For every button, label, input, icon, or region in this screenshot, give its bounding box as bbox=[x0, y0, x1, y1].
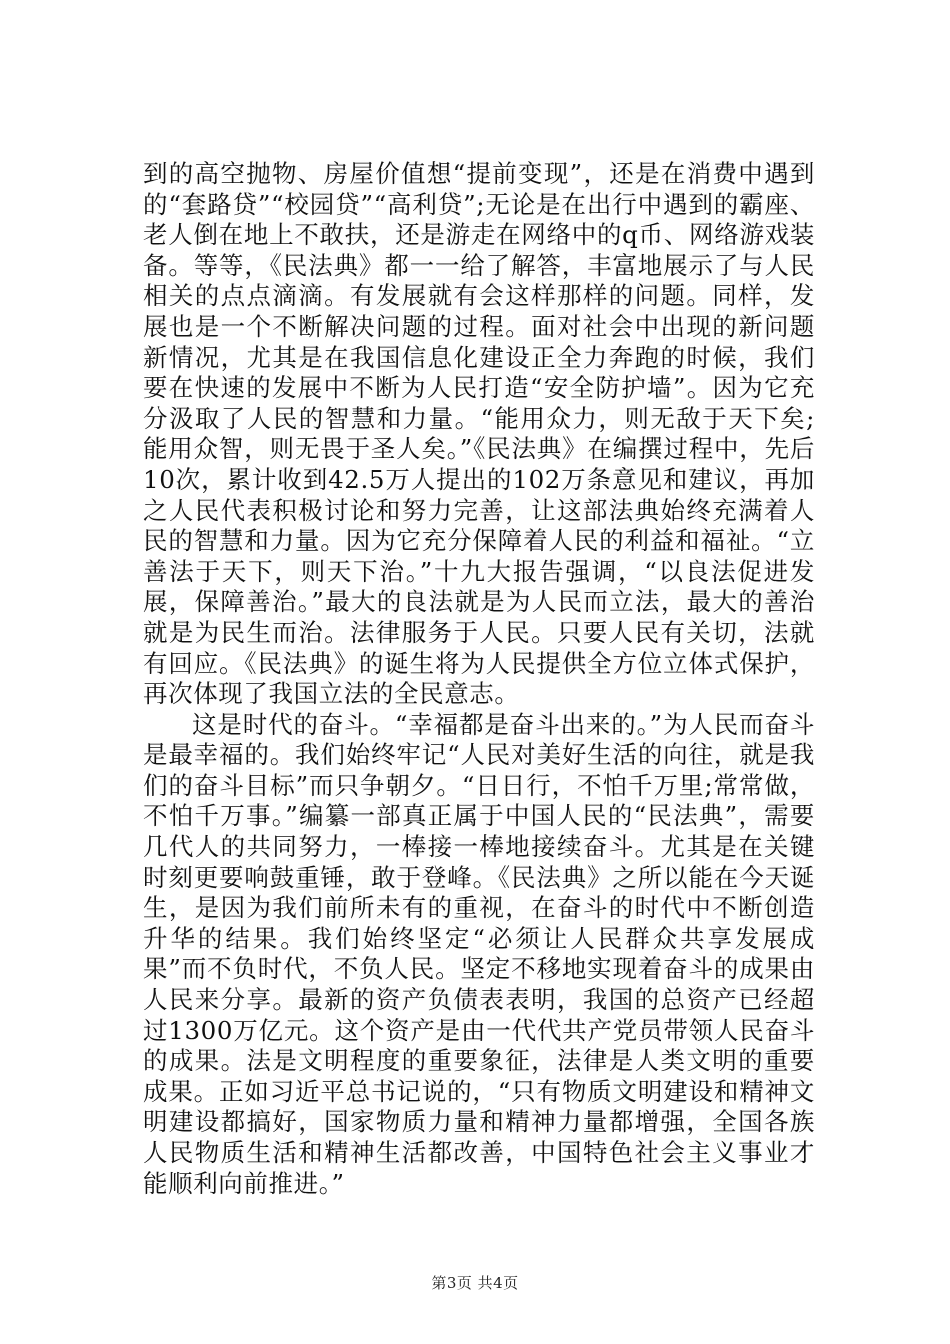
paragraph-2: 这是时代的奋斗。“幸福都是奋斗出来的。”为人民而奋斗是最幸福的。我们始终牢记“人民对美好生活的向往，就是我们的奋斗目标”而只争朝夕。“日日行，不怕千万里;常常做，不怕千万事。”编纂一部真正属于中国人民的“民法典”，需要几代人的共同努力，一棒接一棒地接续奋斗。尤其是在关键时刻更要响鼓重锤，敢于登峰。《民法典》之所以能在今天诞生，是因为我们前所未有的重视，在奋斗的时代中不断创造升华的结果。我们始终坚定“必须让人民群众共享发展成果”而不负时代，不负人民。坚定不移地实现着奋斗的成果由人民来分享。最新的资产负债表表明，我国的总资产已经超过1300万亿元。这个资产是由一代代共产党员带领人民奋斗的成果。法是文明程度的重要象征，法律是人类文明的重要成果。正如习近平总书记说的，“只有物质文明建设和精神文明建设都搞好，国家物质力量和精神力量都增强，全国各族人民物质生活和精神生活都改善，中国特色社会主义事业才能顺利向前推进。” bbox=[143, 709, 815, 1198]
page-footer: 第3页 共4页 bbox=[431, 1274, 519, 1292]
paragraph-1: 到的高空抛物、房屋价值想“提前变现”，还是在消费中遇到的“套路贷”“校园贷”“高利贷”;无论是在出行中遇到的霸座、老人倒在地上不敢扶，还是游走在网络中的q币、网络游戏装备。等等，《民法典》都一一给了解答，丰富地展示了与人民相关的点点滴滴。有发展就有会这样那样的问题。同样，发展也是一个不断解决问题的过程。面对社会中出现的新问题新情况，尤其是在我国信息化建设正全力奔跑的时候，我们要在快速的发展中不断为人民打造“安全防护墙”。因为它充分汲取了人民的智慧和力量。“能用众力，则无敌于天下矣;能用众智，则无畏于圣人矣。”《民法典》在编撰过程中，先后10次，累计收到42.5万人提出的102万条意见和建议，再加之人民代表积极讨论和努力完善，让这部法典始终充满着人民的智慧和力量。因为它充分保障着人民的利益和福祉。“立善法于天下，则天下治。”十九大报告强调，“以良法促进发展，保障善治。”最大的良法就是为人民而立法，最大的善治就是为民生而治。法律服务于人民。只要人民有关切，法就有回应。《民法典》的诞生将为人民提供全方位立体式保护，再次体现了我国立法的全民意志。 bbox=[143, 159, 815, 709]
document-body bbox=[143, 159, 815, 1199]
